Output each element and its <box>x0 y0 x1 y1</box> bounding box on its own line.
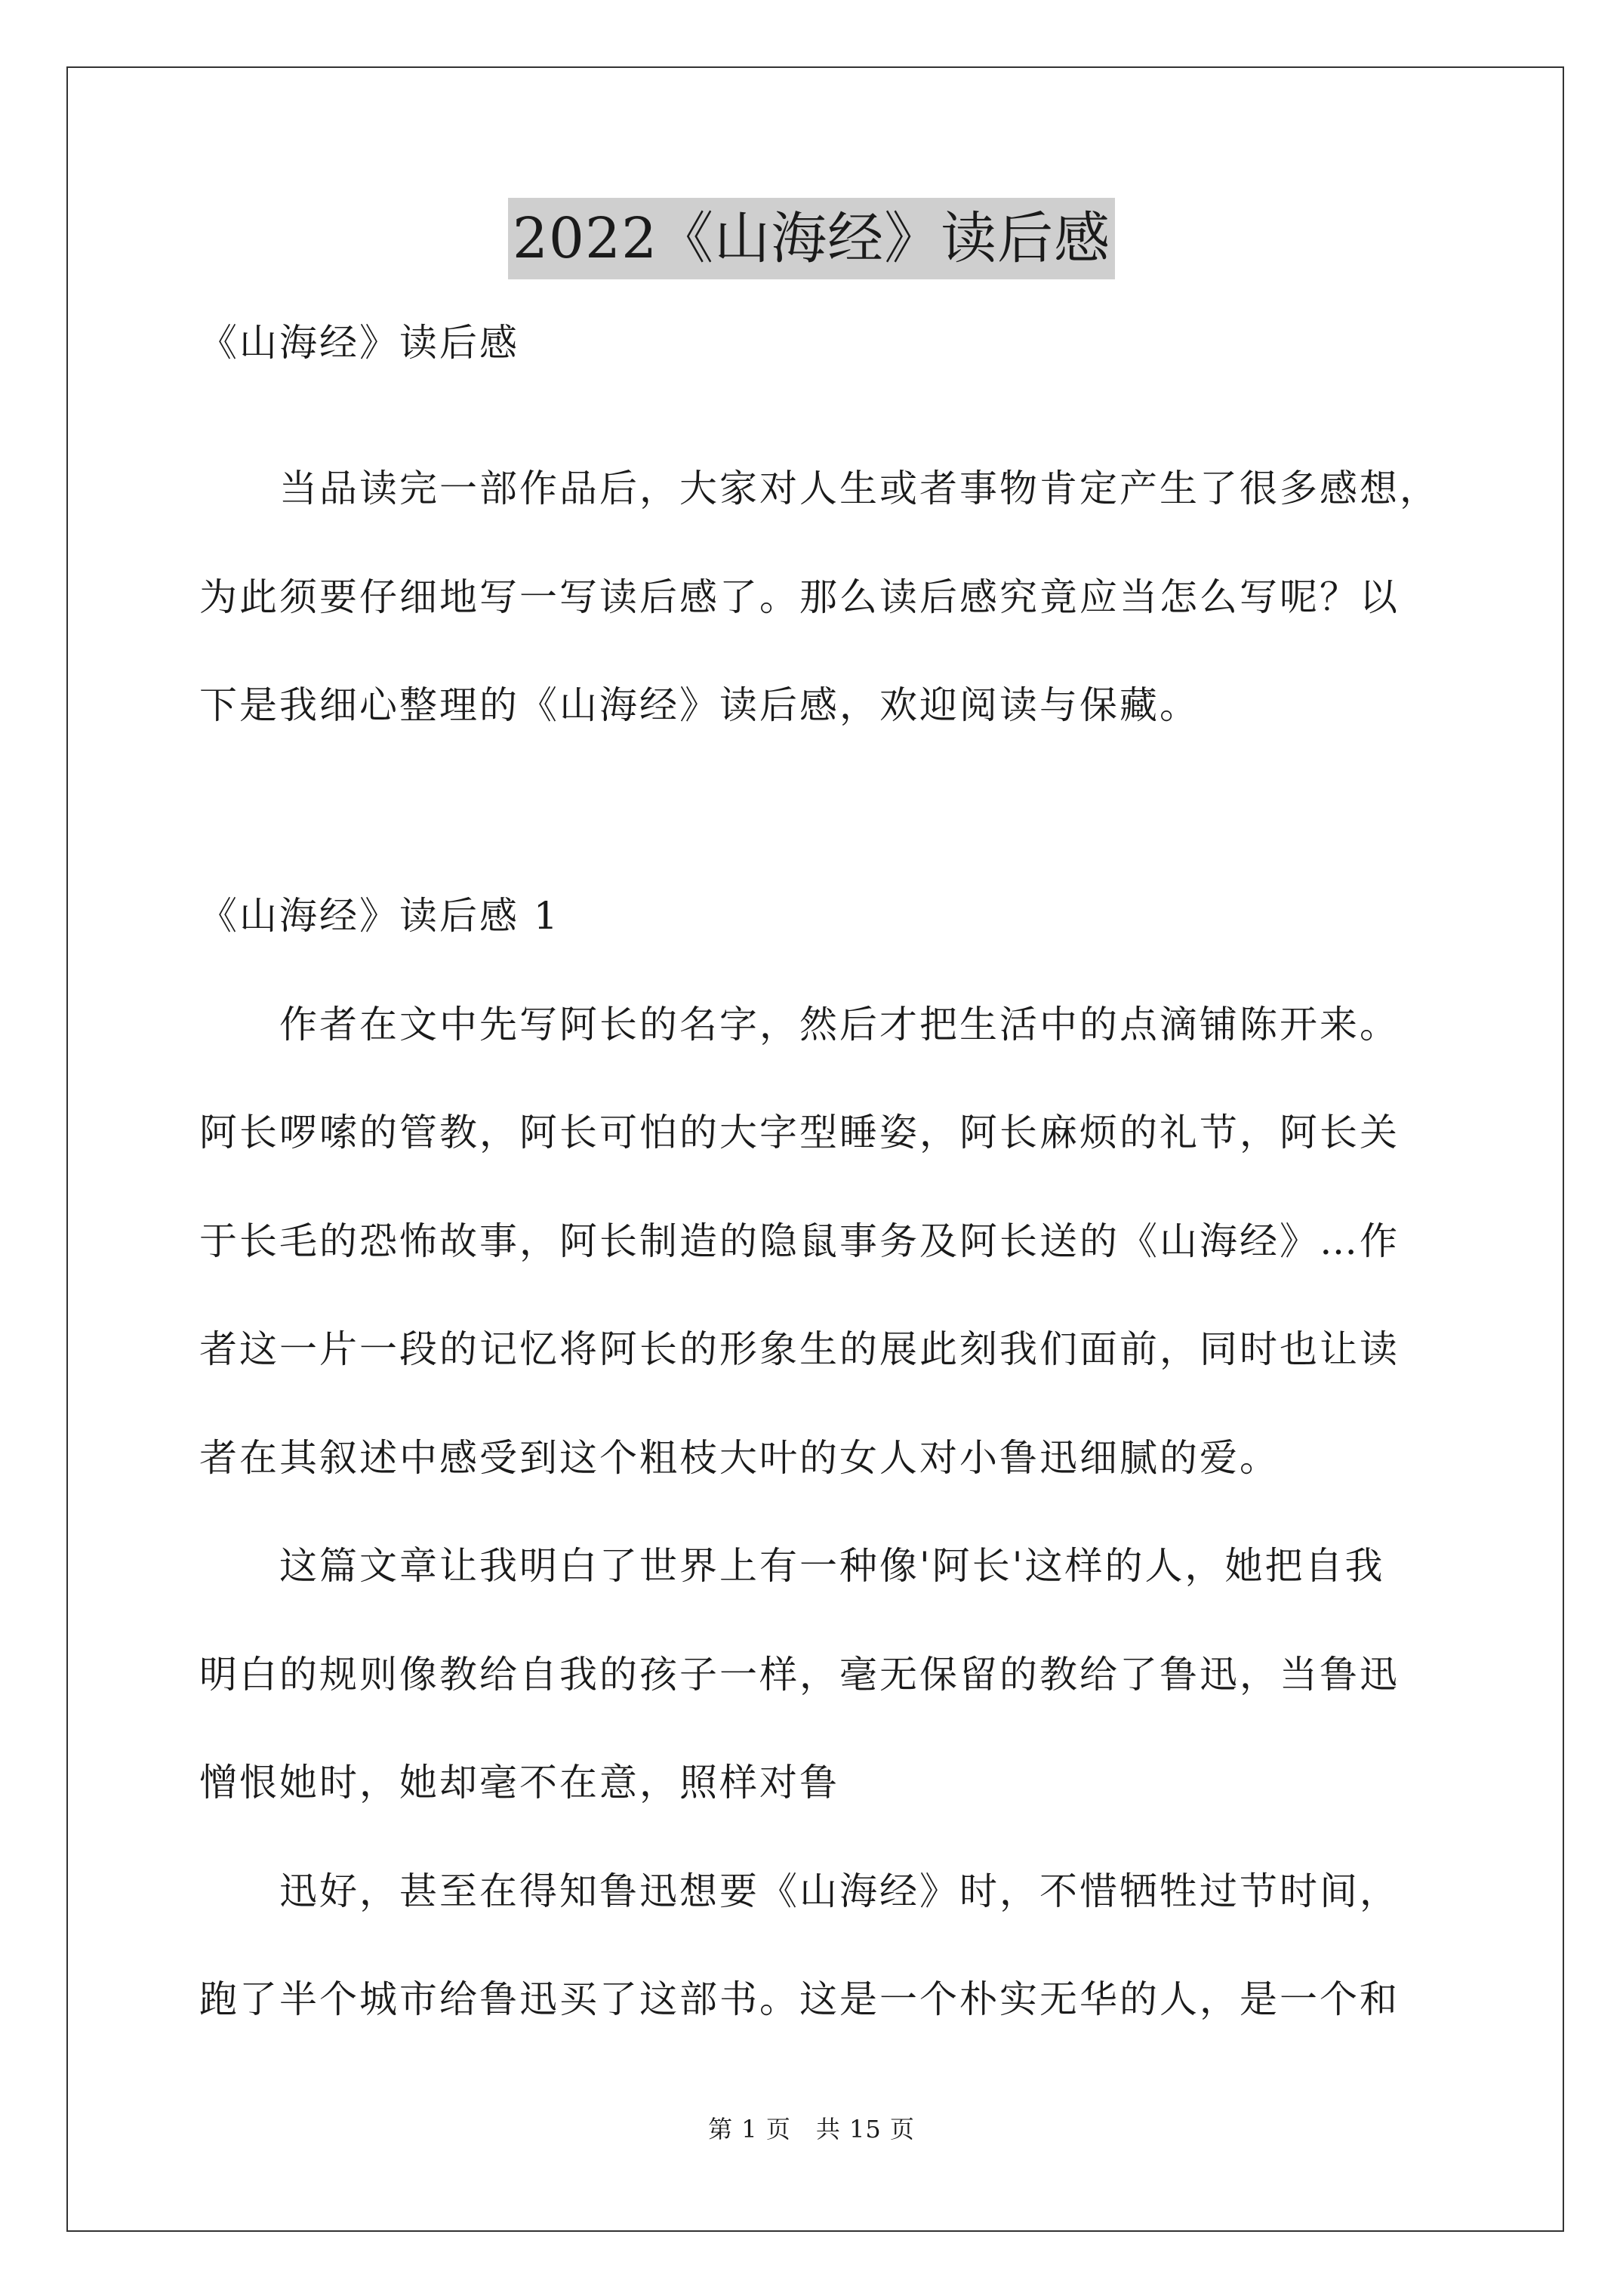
paragraph-line: 明白的规则像教给自我的孩子一样，毫无保留的教给了鲁迅，当鲁迅 <box>199 1653 1400 1697</box>
section-heading: 《山海经》读后感 <box>199 321 519 365</box>
paragraph-line: 作者在文中先写阿长的名字，然后才把生活中的点滴铺陈开来。 <box>199 1003 1400 1046</box>
paragraph-line: 迅好，甚至在得知鲁迅想要《山海经》时，不惜牺牲过节时间， <box>199 1869 1400 1913</box>
paragraph-line: 跑了半个城市给鲁迅买了这部书。这是一个朴实无华的人，是一个和 <box>199 1977 1400 2021</box>
paragraph-line: 当品读完一部作品后，大家对人生或者事物肯定产生了很多感想， <box>199 467 1440 510</box>
paragraph-line: 者这一片一段的记忆将阿长的形象生的展此刻我们面前，同时也让读 <box>199 1327 1400 1371</box>
paragraph-line: 为此须要仔细地写一写读后感了。那么读后感究竟应当怎么写呢？以 <box>199 575 1400 619</box>
title-container <box>0 198 1623 279</box>
paragraph-line: 下是我细心整理的《山海经》读后感，欢迎阅读与保藏。 <box>199 683 1200 727</box>
paragraph-line: 者在其叙述中感受到这个粗枝大叶的女人对小鲁迅细腻的爱。 <box>199 1436 1280 1480</box>
paragraph-line: 这篇文章让我明白了世界上有一种像'阿长'这样的人，她把自我 <box>199 1544 1385 1588</box>
section-heading: 《山海经》读后感 1 <box>199 894 560 938</box>
paragraph-line: 于长毛的恐怖故事，阿长制造的隐鼠事务及阿长送的《山海经》…作 <box>199 1219 1400 1263</box>
page-number: 第 1 页 共 15 页 <box>708 2115 915 2143</box>
paragraph-line: 憎恨她时，她却毫不在意，照样对鲁 <box>199 1761 839 1804</box>
document-title: 2022《山海经》读后感 <box>508 198 1115 279</box>
paragraph-line: 阿长啰嗦的管教，阿长可怕的大字型睡姿，阿长麻烦的礼节，阿长关 <box>199 1111 1400 1154</box>
